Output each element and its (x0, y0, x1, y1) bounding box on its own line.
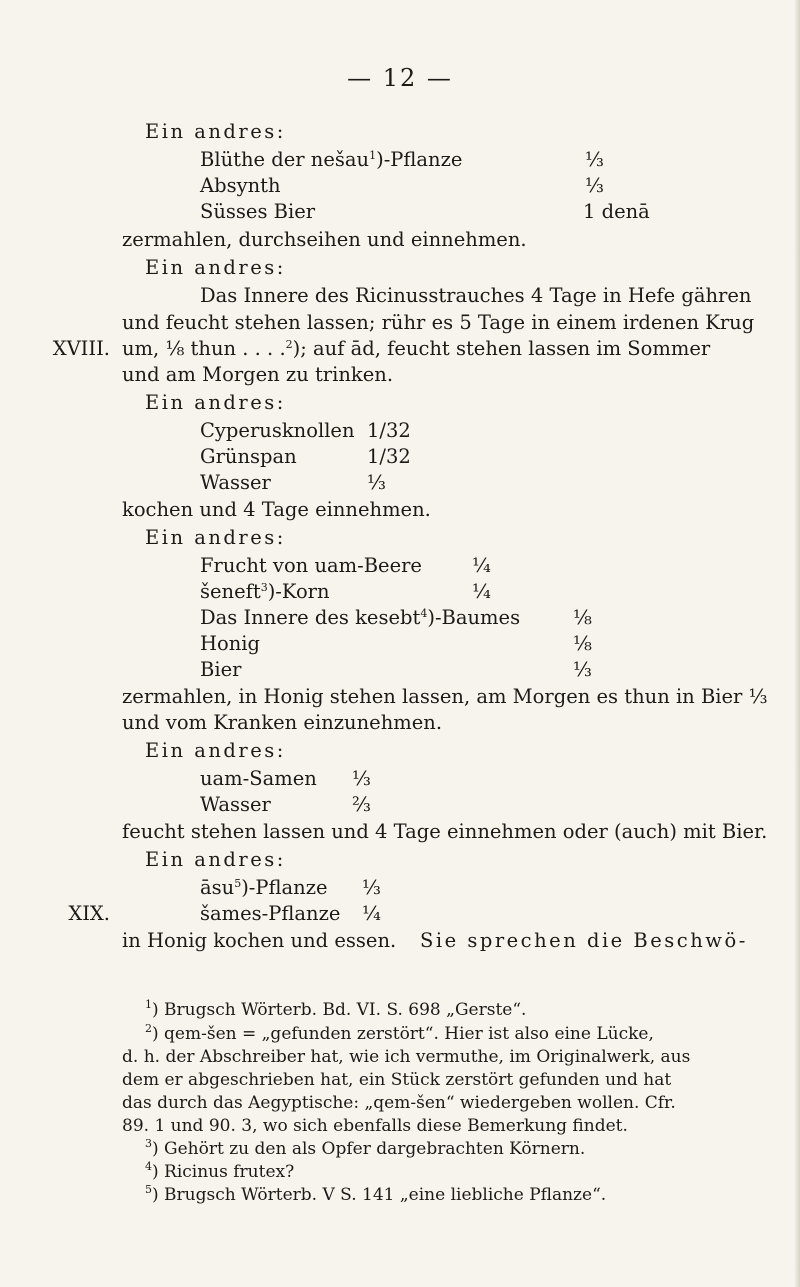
recipe-6-qty-1: ⅓ (362, 876, 381, 899)
margin-number-xviii: XVIII. (52, 337, 110, 360)
page-number: — 12 — (347, 64, 453, 92)
recipe-2-line-2: und feucht stehen lassen; rühr es 5 Tage in einem irdenen Krug (122, 311, 755, 334)
footnote-2-line-4: das durch das Aegyptische: „qem-šen“ wiedergeben wollen. Cfr. (122, 1093, 676, 1113)
recipe-6-heading: Ein andres: (145, 848, 286, 871)
recipe-4-ingredient-2: šeneft$^3$)-Korn (200, 580, 330, 603)
recipe-6-ingredient-1: āsu$^5$)-Pflanze (200, 876, 328, 899)
recipe-2-line-3: um, ⅛ thun . . . .$^2$); auf ād, feucht stehen lassen im Sommer (122, 337, 711, 360)
recipe-6-ingredient-2: šames-Pflanze (200, 902, 341, 925)
recipe-4-qty-3: ⅛ (573, 606, 592, 629)
footnote-2-line-2: d. h. der Abschreiber hat, wie ich vermuthe, im Originalwerk, aus (122, 1047, 691, 1067)
recipe-3-qty-1: 1/32 (367, 419, 411, 442)
recipe-4-qty-2: ¼ (472, 580, 491, 603)
recipe-4-instruction-2: und vom Kranken einzunehmen. (122, 711, 443, 734)
recipe-4-qty-1: ¼ (472, 554, 491, 577)
recipe-3-instruction: kochen und 4 Tage einnehmen. (122, 498, 431, 521)
recipe-6-instruction-b: Sie sprechen die Beschwö- (420, 929, 748, 952)
recipe-5-instruction: feucht stehen lassen und 4 Tage einnehmen oder (auch) mit Bier. (122, 820, 768, 843)
footnote-4: $^4$) Ricinus frutex? (145, 1160, 295, 1182)
footnote-3: $^3$) Gehört zu den als Opfer dargebrachten Körnern. (145, 1137, 586, 1159)
footnote-5: $^5$) Brugsch Wörterb. V S. 141 „eine liebliche Pflanze“. (145, 1183, 607, 1205)
footnote-2-line-3: dem er abgeschrieben hat, ein Stück zerstört gefunden und hat (122, 1070, 672, 1090)
recipe-1-ingredient-3: Süsses Bier (200, 200, 316, 223)
scan-edge-shadow (794, 0, 800, 1287)
margin-number-xix: XIX. (68, 902, 110, 925)
recipe-1-ingredient-2: Absynth (200, 174, 281, 197)
recipe-4-instruction-1: zermahlen, in Honig stehen lassen, am Morgen es thun in Bier ⅓ (122, 685, 768, 708)
footnote-2-line-5: 89. 1 und 90. 3, wo sich ebenfalls diese Bemerkung findet. (122, 1116, 628, 1136)
recipe-3-ingredient-2: Grünspan (200, 445, 297, 468)
footnote-1: $^1$) Brugsch Wörterb. Bd. VI. S. 698 „Gerste“. (145, 998, 527, 1020)
recipe-1-heading: Ein andres: (145, 120, 286, 143)
recipe-4-qty-4: ⅛ (573, 632, 592, 655)
recipe-3-ingredient-1: Cyperusknollen (200, 419, 355, 442)
recipe-6-instruction-a: in Honig kochen und essen. (122, 929, 397, 952)
recipe-5-ingredient-2: Wasser (200, 793, 271, 816)
recipe-5-qty-2: ⅔ (352, 793, 371, 816)
recipe-2-line-1: Das Innere des Ricinusstrauches 4 Tage in Hefe gähren (200, 284, 752, 307)
recipe-1-instruction: zermahlen, durchseihen und einnehmen. (122, 228, 527, 251)
recipe-4-ingredient-5: Bier (200, 658, 242, 681)
footnote-ref-1: 1 (369, 149, 377, 162)
footnote-ref-3: 3 (260, 581, 268, 594)
footnote-ref-4: 4 (420, 607, 428, 620)
recipe-1-qty-1: ⅓ (585, 148, 604, 171)
recipe-4-heading: Ein andres: (145, 526, 286, 549)
footnote-2: $^2$) qem-šen = „gefunden zerstört“. Hier ist also eine Lücke, (145, 1022, 654, 1044)
recipe-3-heading: Ein andres: (145, 391, 286, 414)
recipe-3-ingredient-3: Wasser (200, 471, 271, 494)
recipe-4-ingredient-3: Das Innere des kesebt$^4$)-Baumes (200, 606, 521, 629)
recipe-4-ingredient-4: Honig (200, 632, 261, 655)
recipe-6-qty-2: ¼ (362, 902, 381, 925)
recipe-5-qty-1: ⅓ (352, 767, 371, 790)
recipe-1-qty-2: ⅓ (585, 174, 604, 197)
footnote-ref-2: 2 (285, 338, 293, 351)
recipe-2-heading: Ein andres: (145, 256, 286, 279)
recipe-1-qty-3: 1 denā (583, 200, 650, 223)
recipe-1-ingredient-1: Blüthe der nešau$^1$)-Pflanze (200, 148, 463, 171)
recipe-2-line-4: und am Morgen zu trinken. (122, 363, 394, 386)
recipe-4-qty-5: ⅓ (573, 658, 592, 681)
footnote-ref-5: 5 (234, 877, 242, 890)
recipe-5-heading: Ein andres: (145, 739, 286, 762)
recipe-4-ingredient-1: Frucht von uam-Beere (200, 554, 422, 577)
recipe-5-ingredient-1: uam-Samen (200, 767, 317, 790)
recipe-3-qty-2: 1/32 (367, 445, 411, 468)
recipe-3-qty-3: ⅓ (367, 471, 386, 494)
